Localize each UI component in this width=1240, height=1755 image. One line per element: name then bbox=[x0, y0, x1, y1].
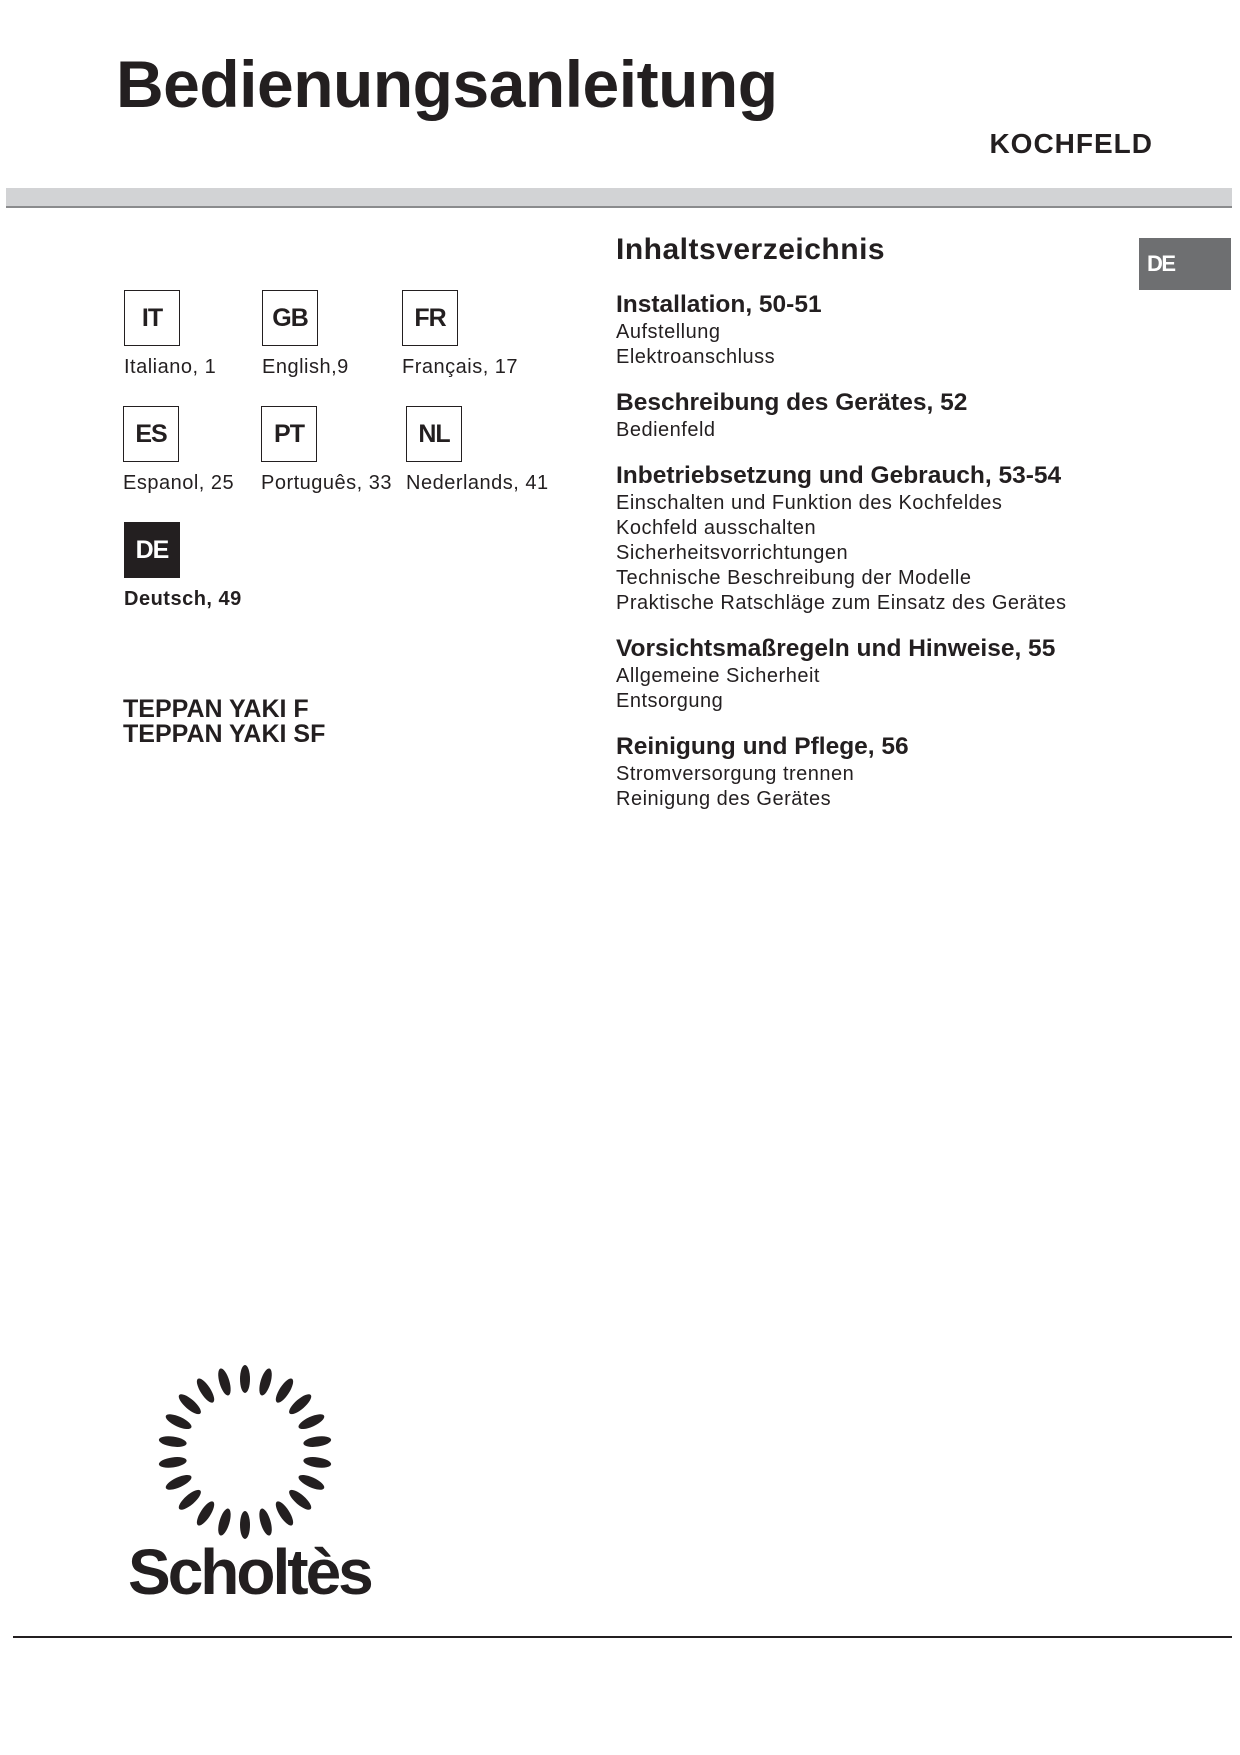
language-entry-gb[interactable] bbox=[262, 290, 349, 379]
language-entry-nl[interactable] bbox=[406, 406, 549, 495]
sun-ray bbox=[216, 1367, 233, 1397]
toc-item[interactable]: Einschalten und Funktion des Kochfeldes bbox=[616, 492, 1003, 514]
sun-ray bbox=[273, 1376, 297, 1405]
document-title: Bedienungsanleitung bbox=[116, 47, 778, 121]
language-tab: DE bbox=[1139, 238, 1231, 290]
language-code-box: GB bbox=[262, 290, 318, 346]
toc-item[interactable]: Entsorgung bbox=[616, 690, 724, 712]
sun-ray bbox=[240, 1511, 250, 1539]
toc-heading[interactable]: Installation, 50-51 bbox=[616, 291, 822, 318]
toc-item[interactable]: Aufstellung bbox=[616, 321, 721, 343]
toc-item[interactable]: Technische Beschreibung der Modelle bbox=[616, 567, 972, 589]
language-code-box: IT bbox=[124, 290, 180, 346]
sun-ray bbox=[297, 1411, 327, 1432]
toc-heading[interactable]: Beschreibung des Gerätes, 52 bbox=[616, 389, 968, 416]
toc-item[interactable]: Sicherheitsvorrichtungen bbox=[616, 542, 849, 564]
language-code-box: PT bbox=[261, 406, 317, 462]
footer-divider bbox=[13, 1636, 1232, 1638]
toc-item[interactable]: Praktische Ratschläge zum Einsatz des Gerätes bbox=[616, 592, 1067, 614]
header-divider bbox=[6, 188, 1232, 208]
document-subtitle: KOCHFELD bbox=[989, 128, 1153, 159]
language-code-box: FR bbox=[402, 290, 458, 346]
toc-heading[interactable]: Reinigung und Pflege, 56 bbox=[616, 733, 909, 760]
sun-icon bbox=[145, 1352, 345, 1552]
sun-ray bbox=[194, 1376, 218, 1405]
model-name: TEPPAN YAKI F bbox=[123, 695, 309, 723]
toc-heading[interactable]: Inbetriebsetzung und Gebrauch, 53-54 bbox=[616, 462, 1062, 489]
toc-item[interactable]: Elektroanschluss bbox=[616, 346, 776, 368]
toc-section bbox=[616, 461, 1136, 616]
model-names bbox=[123, 697, 325, 747]
toc-item[interactable]: Bedienfeld bbox=[616, 419, 716, 441]
sun-ray bbox=[158, 1455, 187, 1469]
toc-section bbox=[616, 388, 1136, 443]
model-name: TEPPAN YAKI SF bbox=[123, 720, 326, 748]
language-entry-de[interactable] bbox=[124, 522, 242, 611]
toc-section bbox=[616, 290, 1136, 370]
sun-ray bbox=[164, 1411, 194, 1432]
sun-ray bbox=[286, 1391, 314, 1417]
sun-ray bbox=[158, 1435, 187, 1449]
language-label: Italiano, 1 bbox=[124, 356, 217, 378]
toc-section bbox=[616, 634, 1136, 714]
sun-ray bbox=[257, 1507, 274, 1537]
sun-ray bbox=[303, 1455, 332, 1469]
toc-item[interactable]: Kochfeld ausschalten bbox=[616, 517, 817, 539]
sun-ray bbox=[240, 1365, 250, 1393]
sun-ray bbox=[303, 1435, 332, 1449]
language-entry-fr[interactable] bbox=[402, 290, 518, 379]
sun-ray bbox=[164, 1472, 194, 1493]
table-of-contents bbox=[616, 228, 1136, 812]
sun-ray bbox=[176, 1391, 204, 1417]
sun-ray bbox=[297, 1472, 327, 1493]
language-label: Nederlands, 41 bbox=[406, 472, 549, 494]
brand-logo-text: Scholtès bbox=[128, 1536, 371, 1608]
language-label: Português, 33 bbox=[261, 472, 393, 494]
sun-ray bbox=[286, 1487, 314, 1513]
toc-title: Inhaltsverzeichnis bbox=[616, 233, 886, 266]
language-label: Espanol, 25 bbox=[123, 472, 235, 494]
toc-section bbox=[616, 732, 1136, 812]
language-label: English,9 bbox=[262, 356, 349, 378]
language-label: Français, 17 bbox=[402, 356, 519, 378]
language-code-box: ES bbox=[123, 406, 179, 462]
sun-ray bbox=[257, 1367, 274, 1397]
sun-ray bbox=[216, 1507, 233, 1537]
language-entry-it[interactable] bbox=[124, 290, 216, 379]
language-code-box-active: DE bbox=[124, 522, 180, 578]
language-entry-es[interactable] bbox=[123, 406, 234, 495]
sun-ray bbox=[176, 1487, 204, 1513]
toc-heading[interactable]: Vorsichtsmaßregeln und Hinweise, 55 bbox=[616, 635, 1056, 662]
toc-item[interactable]: Allgemeine Sicherheit bbox=[616, 665, 820, 687]
sun-ray bbox=[194, 1499, 218, 1528]
sun-ray bbox=[273, 1499, 297, 1528]
language-entry-pt[interactable] bbox=[261, 406, 392, 495]
language-label-active: Deutsch, 49 bbox=[124, 588, 242, 610]
toc-item[interactable]: Reinigung des Gerätes bbox=[616, 788, 832, 810]
language-code-box: NL bbox=[406, 406, 462, 462]
toc-item[interactable]: Stromversorgung trennen bbox=[616, 763, 855, 785]
